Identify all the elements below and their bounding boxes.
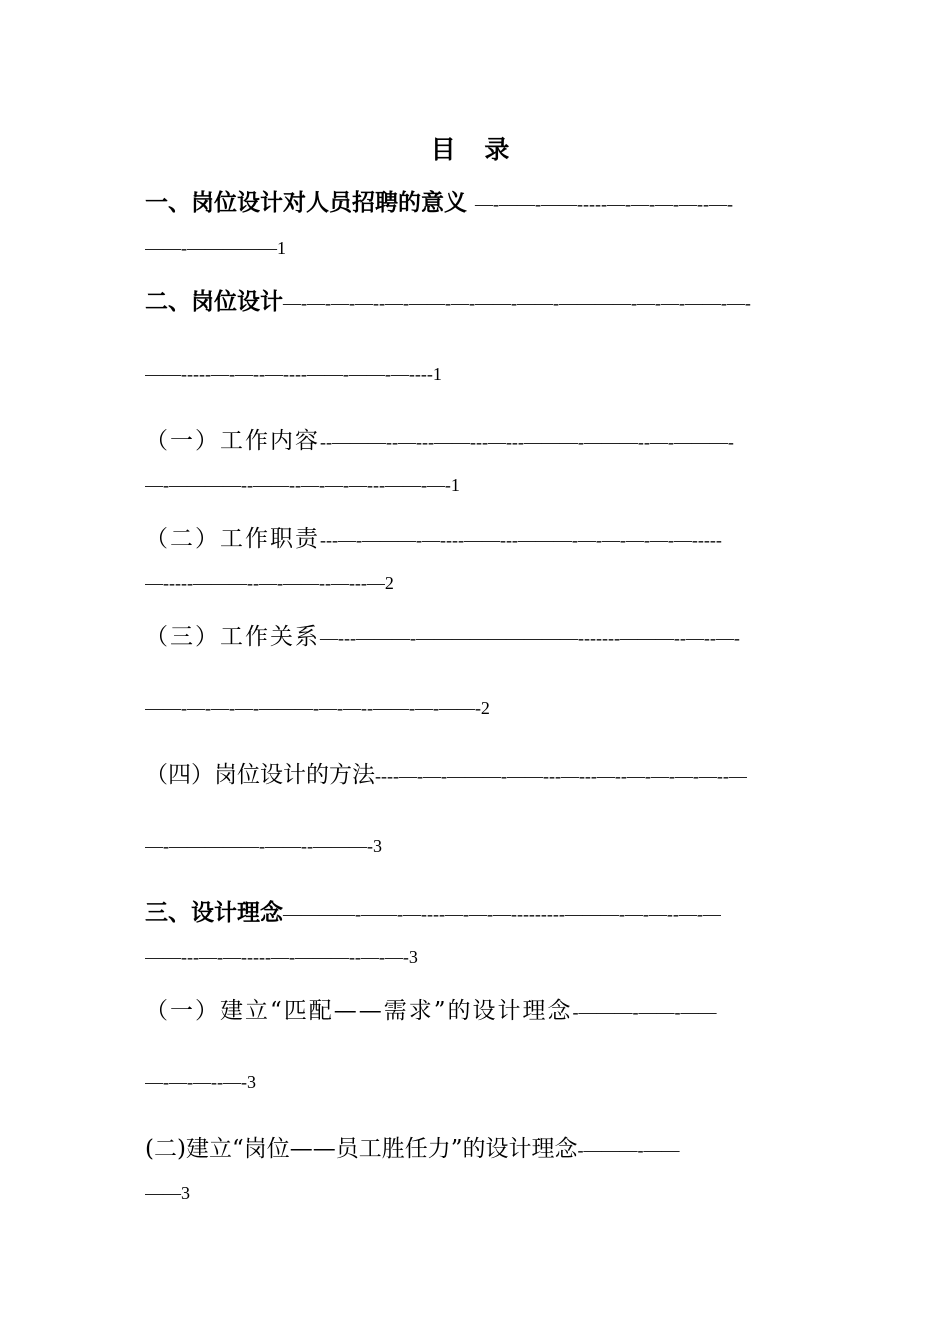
toc-entry-3[interactable] (145, 422, 785, 455)
toc-entry-6-continuation: —-—————-——--———-3 (145, 836, 382, 856)
toc-entry-8-continuation: —-—-—--—-3 (145, 1072, 256, 1092)
toc-entry-text: 一、岗位设计对人员招聘的意义 (145, 190, 476, 216)
toc-entry-text: （三）工作关系 (145, 624, 320, 650)
toc-entry-4[interactable] (145, 520, 785, 553)
toc-entry-1[interactable] (145, 184, 785, 217)
toc-entry-leader: —-——-——-----—-—-—-—--—- (475, 194, 733, 214)
toc-entry-4-continuation: —-----———--—-——--—---—2 (145, 573, 394, 593)
toc-entry-6[interactable] (145, 756, 785, 789)
toc-entry-leader: ----—-—-———-——---—---—--—-—-—-—--— (375, 766, 747, 786)
toc-title: 目 录 (430, 135, 520, 164)
toc-entry-leader: -———-—— (577, 1140, 680, 1160)
toc-entry-2[interactable] (145, 283, 785, 316)
toc-entry-9-continuation: ——3 (145, 1183, 190, 1203)
toc-entry-text: （一）工作内容 (145, 428, 320, 454)
toc-entry-text: 三、设计理念 (145, 900, 283, 926)
toc-entry-7-continuation: ——---—-—-----—-———--—-—-3 (145, 947, 418, 967)
toc-entry-text: (二)建立“岗位——员工胜任力”的设计理念 (145, 1136, 578, 1162)
toc-entry-5[interactable] (145, 618, 785, 651)
toc-entry-text: 二、岗位设计 (145, 289, 283, 315)
toc-entry-8[interactable] (145, 992, 785, 1025)
toc-entry-3-continuation: —-————--——--—-—-—---——-—-1 (145, 475, 460, 495)
toc-entry-1-continuation: ——-—————1 (145, 238, 286, 258)
toc-entry-text: （二）工作职责 (145, 526, 320, 552)
toc-entry-leader: ————-——-—----—-—-—---------———-—-—--—-— (283, 904, 721, 924)
toc-entry-leader: —---———-—————————-------———--—--—- (320, 628, 740, 648)
toc-entry-7[interactable] (145, 894, 785, 927)
toc-entry-leader: -———-——-—— (572, 1002, 717, 1022)
toc-entry-leader: ---—-———-—----——---———-—-—-—-—-—----- (320, 530, 722, 550)
toc-entry-2-continuation: ——-----—-—--—----——-——-—----1 (145, 364, 442, 384)
toc-entry-leader: —-—-—-—--—-——-—-——-——-————-—-—-——-—- (283, 293, 751, 313)
toc-entry-9[interactable] (145, 1130, 785, 1163)
toc-entry-leader: --———--—---——---—---———-———--—-———- (320, 432, 734, 452)
toc-entry-text: （四）岗位设计的方法 (145, 762, 375, 788)
toc-entry-5-continuation: ——-—-—-—-———-—-—--——-—-——-2 (145, 698, 490, 718)
toc-entry-text: （一）建立“匹配——需求”的设计理念 (145, 998, 573, 1024)
